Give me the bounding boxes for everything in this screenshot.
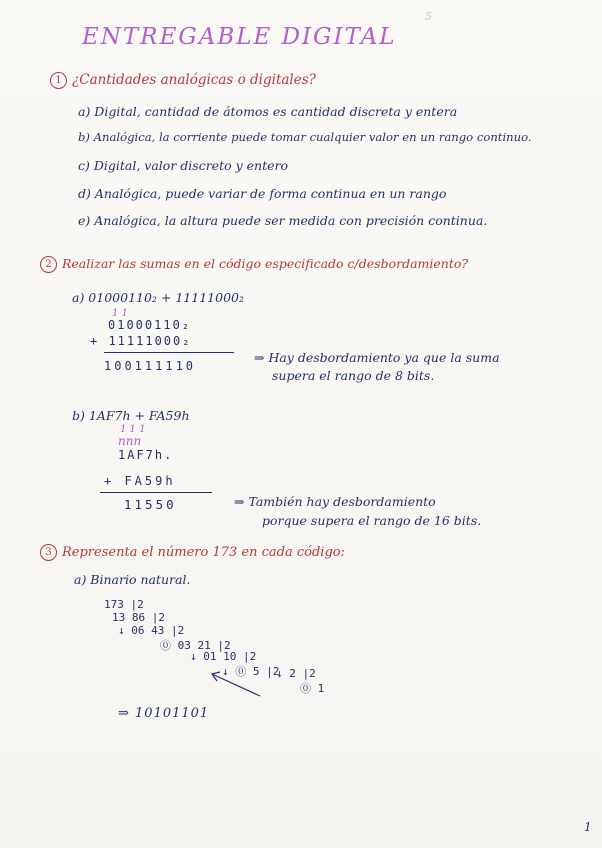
section1-question-text: ¿Cantidades analógicas o digitales? xyxy=(72,72,316,88)
section3-a-label: a) Binario natural. xyxy=(74,572,191,587)
sum-b-carry2: nnn xyxy=(118,434,142,448)
division-row-6: ↓ 2 |2 xyxy=(276,667,316,680)
sum-b-label: b) 1AF7h + FA59h xyxy=(72,408,190,423)
sum-b-note-line1: ⇒ También hay desbordamiento xyxy=(234,494,436,509)
sum-a-note-line1: ⇒ Hay desbordamiento ya que la suma xyxy=(254,350,500,365)
reading-arrow xyxy=(200,668,270,702)
sum-a-operand1: 01000110₂ xyxy=(108,318,192,332)
sum-a-note-line2: supera el rango de 8 bits. xyxy=(272,368,435,383)
division-row-7: ⓪ 1 xyxy=(300,682,325,695)
section2-question xyxy=(40,256,468,273)
section2-number: 2 xyxy=(40,256,57,273)
division-row-0: 173 |2 xyxy=(104,598,144,611)
page-number: 1 xyxy=(584,820,592,834)
answer-d: d) Analógica, puede variar de forma continua en un rango xyxy=(78,186,447,201)
sum-a-result: 100111110 xyxy=(104,359,197,373)
sum-b-rule xyxy=(100,492,212,493)
section3-question xyxy=(40,544,345,561)
sum-a-operand2: + 11111000₂ xyxy=(90,334,192,348)
sum-b-operand1: 1AF7h. xyxy=(118,448,174,462)
page-mark-top: 5 xyxy=(425,10,432,23)
answer-a: a) Digital, cantidad de átomos es cantidad discreta y entera xyxy=(78,104,458,119)
page-title: ENTREGABLE DIGITAL xyxy=(82,24,397,50)
sum-b-carry1: 1 1 1 xyxy=(120,424,146,435)
answer-e: e) Analógica, la altura puede ser medida con precisión continua. xyxy=(78,213,488,228)
sum-b-result: 11550 xyxy=(124,497,177,512)
division-row-3: ⓪ 03 21 |2 xyxy=(160,639,231,652)
division-row-2: ↓ 06 43 |2 xyxy=(118,624,185,637)
sum-a-label: a) 01000110₂ + 11111000₂ xyxy=(72,290,244,305)
sum-a-carry: 1 1 xyxy=(112,308,128,319)
answer-b: b) Analógica, la corriente puede tomar cualquier valor en un rango continuo. xyxy=(78,130,532,144)
section1-question xyxy=(50,72,316,89)
sum-a-rule xyxy=(104,352,234,353)
division-row-4: ↓ 01 10 |2 xyxy=(190,650,257,663)
binary-result: ⇒ 10101101 xyxy=(118,706,210,721)
division-row-5: ↓ ⓪ 5 |2 xyxy=(222,665,280,678)
section2-question-text: Realizar las sumas en el código especificado c/desbordamiento? xyxy=(62,256,469,271)
sum-b-operand2: + FA59h xyxy=(104,474,176,488)
sum-b-note-line2: porque supera el rango de 16 bits. xyxy=(262,513,482,528)
answer-c: c) Digital, valor discreto y entero xyxy=(78,158,288,173)
section3-number: 3 xyxy=(40,544,57,561)
division-row-1: 13 86 |2 xyxy=(112,611,165,624)
section3-question-text: Representa el número 173 en cada código: xyxy=(62,545,345,560)
section1-number: 1 xyxy=(50,72,67,89)
